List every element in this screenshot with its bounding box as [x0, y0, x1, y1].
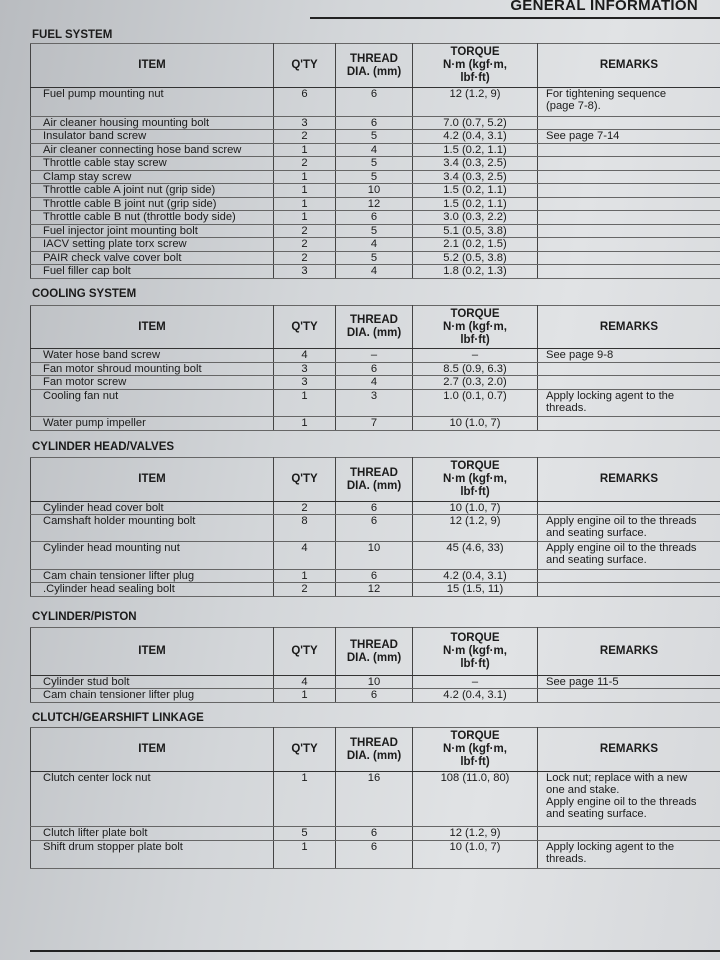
torque-cell: –: [413, 676, 538, 689]
table-row: [31, 502, 720, 515]
col-header-torque-line: lbf·ft): [460, 72, 490, 84]
thread-dia-cell: 7: [336, 417, 413, 431]
torque-cell: 3.0 (0.3, 2.2): [413, 211, 538, 225]
table-row: [31, 363, 720, 376]
thread-dia-cell: 6: [336, 363, 413, 376]
col-header-torque-line: TORQUE: [450, 460, 500, 472]
col-header-torque-line: N·m (kgf·m,: [443, 645, 507, 657]
item-line: Water hose band screw: [43, 349, 161, 361]
table-header-row: [31, 628, 720, 676]
remarks-line: Apply engine oil to the threads: [546, 796, 697, 808]
thread-dia-cell: 3: [336, 390, 413, 417]
thread-dia-cell: 4: [336, 238, 413, 252]
table-row: [31, 390, 720, 417]
thread-dia-cell: 6: [336, 515, 413, 542]
spec-table-cylinder-piston: [30, 627, 720, 703]
col-header-qty: Q'TY: [274, 306, 336, 349]
col-header-thread-line: THREAD: [350, 736, 398, 749]
table-row: [31, 225, 720, 238]
item-cell: [31, 363, 274, 376]
qty-cell: 1: [274, 689, 336, 703]
torque-cell: 12 (1.2, 9): [413, 827, 538, 841]
spec-table-cooling-system: [30, 305, 720, 431]
qty-cell: 2: [274, 157, 336, 171]
qty-cell: 4: [274, 676, 336, 689]
torque-cell: 7.0 (0.7, 5.2): [413, 117, 538, 130]
col-header-remarks: REMARKS: [538, 44, 720, 88]
item-line: Cam chain tensioner lifter plug: [43, 689, 195, 701]
item-cell: [31, 211, 274, 225]
table-row: [31, 676, 720, 689]
item-line: Cylinder head mounting nut: [43, 542, 180, 554]
torque-cell: 10 (1.0, 7): [413, 417, 538, 431]
item-cell: [31, 157, 274, 171]
section-title-cylinder-head-valves: CYLINDER HEAD/VALVES: [32, 441, 175, 453]
torque-cell: 2.1 (0.2, 1.5): [413, 238, 538, 252]
remarks-cell: [538, 570, 720, 583]
thread-dia-cell: 16: [336, 772, 413, 827]
remarks-cell: [538, 198, 720, 211]
qty-cell: 1: [274, 184, 336, 198]
col-header-torque-line: lbf·ft): [460, 486, 490, 498]
torque-cell: 1.5 (0.2, 1.1): [413, 144, 538, 157]
item-line: PAIR check valve cover bolt: [43, 252, 182, 264]
thread-dia-cell: 5: [336, 157, 413, 171]
qty-cell: 2: [274, 502, 336, 515]
item-cell: [31, 515, 274, 542]
item-cell: [31, 570, 274, 583]
col-header-thread: [336, 628, 413, 676]
torque-cell: 108 (11.0, 80): [413, 772, 538, 827]
item-line: .Cylinder head sealing bolt: [43, 583, 175, 595]
col-header-torque-line: N·m (kgf·m,: [443, 59, 507, 71]
item-cell: [31, 265, 274, 279]
remarks-line: For tightening sequence: [546, 88, 667, 100]
remarks-line: See page 11-5: [546, 676, 619, 688]
col-header-thread-line: THREAD: [350, 466, 398, 479]
item-line: Air cleaner housing mounting bolt: [43, 117, 210, 129]
col-header-torque: [413, 306, 538, 349]
remarks-cell: [538, 349, 720, 363]
qty-cell: 1: [274, 198, 336, 211]
remarks-cell: [538, 390, 720, 417]
col-header-torque-line: TORQUE: [450, 730, 500, 742]
table-row: [31, 570, 720, 583]
item-line: Camshaft holder mounting bolt: [43, 515, 196, 527]
item-line: Cooling fan nut: [43, 390, 119, 402]
torque-cell: 5.2 (0.5, 3.8): [413, 252, 538, 265]
thread-dia-cell: 6: [336, 827, 413, 841]
thread-dia-cell: 10: [336, 184, 413, 198]
qty-cell: 2: [274, 252, 336, 265]
qty-cell: 2: [274, 238, 336, 252]
remarks-line: Apply engine oil to the threads: [546, 515, 697, 527]
qty-cell: 3: [274, 265, 336, 279]
item-cell: [31, 841, 274, 869]
item-line: Fan motor shroud mounting bolt: [43, 363, 202, 375]
col-header-item: ITEM: [31, 628, 274, 676]
thread-dia-cell: 4: [336, 265, 413, 279]
thread-dia-cell: 6: [336, 689, 413, 703]
item-line: Clutch lifter plate bolt: [43, 827, 148, 839]
remarks-line: threads.: [546, 853, 587, 865]
torque-cell: 4.2 (0.4, 3.1): [413, 570, 538, 583]
qty-cell: 6: [274, 88, 336, 117]
col-header-qty: Q'TY: [274, 44, 336, 88]
table-header-row: [31, 44, 720, 88]
remarks-line: See page 7-14: [546, 130, 620, 142]
col-header-torque-line: lbf·ft): [460, 658, 490, 670]
table-header-row: [31, 458, 720, 502]
thread-dia-cell: 6: [336, 117, 413, 130]
table-row: [31, 515, 720, 542]
col-header-thread-line: DIA. (mm): [346, 749, 402, 762]
table-row: [31, 772, 720, 827]
torque-cell: 4.2 (0.4, 3.1): [413, 689, 538, 703]
torque-cell: 5.1 (0.5, 3.8): [413, 225, 538, 238]
torque-cell: –: [413, 349, 538, 363]
remarks-line: Apply locking agent to the: [546, 841, 675, 853]
item-line: Throttle cable A joint nut (grip side): [43, 184, 216, 196]
torque-cell: 3.4 (0.3, 2.5): [413, 171, 538, 184]
remarks-cell: [538, 417, 720, 431]
col-header-torque-line: lbf·ft): [460, 756, 490, 768]
item-line: Cylinder stud bolt: [43, 676, 130, 688]
item-line: Throttle cable B joint nut (grip side): [43, 198, 217, 210]
item-line: Cam chain tensioner lifter plug: [43, 570, 195, 582]
col-header-thread: [336, 458, 413, 502]
thread-dia-cell: 5: [336, 225, 413, 238]
page-header-title: GENERAL INFORMATION: [510, 0, 698, 14]
table-row: [31, 827, 720, 841]
item-cell: [31, 676, 274, 689]
table-row: [31, 542, 720, 570]
remarks-cell: [538, 171, 720, 184]
section-title-clutch-gearshift-linkage: CLUTCH/GEARSHIFT LINKAGE: [32, 712, 204, 724]
qty-cell: 1: [274, 772, 336, 827]
section-title-cooling-system: COOLING SYSTEM: [32, 288, 137, 300]
remarks-cell: [538, 211, 720, 225]
qty-cell: 3: [274, 376, 336, 390]
torque-cell: 3.4 (0.3, 2.5): [413, 157, 538, 171]
remarks-cell: [538, 676, 720, 689]
remarks-cell: [538, 252, 720, 265]
qty-cell: 1: [274, 841, 336, 869]
col-header-torque: [413, 458, 538, 502]
table-row: [31, 689, 720, 703]
table-row: [31, 252, 720, 265]
table-row: [31, 417, 720, 431]
item-line: Air cleaner connecting hose band screw: [43, 144, 242, 156]
col-header-thread-line: DIA. (mm): [346, 327, 402, 339]
remarks-cell: [538, 157, 720, 171]
remarks-cell: [538, 184, 720, 198]
remarks-cell: [538, 130, 720, 144]
col-header-qty: Q'TY: [274, 458, 336, 502]
qty-cell: 2: [274, 583, 336, 597]
col-header-remarks: REMARKS: [538, 728, 720, 772]
item-line: Fan motor screw: [43, 376, 127, 388]
item-line: Throttle cable B nut (throttle body side): [43, 211, 236, 223]
thread-dia-cell: 10: [336, 542, 413, 570]
item-line: Fuel injector joint mounting bolt: [43, 225, 198, 237]
col-header-torque-line: lbf·ft): [460, 333, 490, 346]
item-cell: [31, 542, 274, 570]
qty-cell: 1: [274, 570, 336, 583]
remarks-cell: [538, 542, 720, 570]
table-row: [31, 583, 720, 597]
col-header-torque-line: N·m (kgf·m,: [443, 473, 507, 485]
qty-cell: 1: [274, 171, 336, 184]
item-line: Fuel filler cap bolt: [43, 265, 131, 277]
remarks-cell: [538, 841, 720, 869]
remarks-cell: [538, 772, 720, 827]
qty-cell: 1: [274, 417, 336, 431]
section-title-fuel-system: FUEL SYSTEM: [32, 29, 113, 41]
item-cell: [31, 252, 274, 265]
remarks-cell: [538, 238, 720, 252]
col-header-thread-line: THREAD: [350, 638, 398, 651]
table-row: [31, 349, 720, 363]
torque-cell: 10 (1.0, 7): [413, 502, 538, 515]
qty-cell: 3: [274, 363, 336, 376]
col-header-torque-line: N·m (kgf·m,: [443, 320, 507, 333]
header-rule: [310, 17, 720, 19]
thread-dia-cell: 5: [336, 252, 413, 265]
qty-cell: 1: [274, 144, 336, 157]
col-header-qty: Q'TY: [274, 728, 336, 772]
table-row: [31, 88, 720, 117]
item-cell: [31, 117, 274, 130]
remarks-cell: [538, 363, 720, 376]
thread-dia-cell: 10: [336, 676, 413, 689]
col-header-thread: [336, 306, 413, 349]
col-header-qty: Q'TY: [274, 628, 336, 676]
item-cell: [31, 130, 274, 144]
col-header-thread: [336, 44, 413, 88]
remarks-cell: [538, 376, 720, 390]
item-cell: [31, 376, 274, 390]
item-cell: [31, 772, 274, 827]
table-row: [31, 144, 720, 157]
item-line: Clamp stay screw: [43, 171, 132, 183]
qty-cell: 4: [274, 542, 336, 570]
thread-dia-cell: 4: [336, 376, 413, 390]
item-cell: [31, 225, 274, 238]
col-header-torque: [413, 728, 538, 772]
col-header-thread-line: THREAD: [350, 52, 398, 65]
thread-dia-cell: 6: [336, 211, 413, 225]
item-cell: [31, 198, 274, 211]
col-header-thread-line: THREAD: [350, 314, 398, 326]
item-line: Cylinder head cover bolt: [43, 502, 164, 514]
table-header-row: [31, 728, 720, 772]
col-header-item: ITEM: [31, 728, 274, 772]
remarks-cell: [538, 117, 720, 130]
thread-dia-cell: 12: [336, 583, 413, 597]
col-header-torque: [413, 628, 538, 676]
item-cell: [31, 88, 274, 117]
thread-dia-cell: 6: [336, 88, 413, 117]
qty-cell: 1: [274, 211, 336, 225]
item-cell: [31, 349, 274, 363]
remarks-line: Lock nut; replace with a new: [546, 772, 688, 784]
qty-cell: 8: [274, 515, 336, 542]
torque-cell: 45 (4.6, 33): [413, 542, 538, 570]
col-header-torque-line: TORQUE: [450, 632, 500, 644]
remarks-line: Apply locking agent to the: [546, 390, 675, 402]
remarks-cell: [538, 515, 720, 542]
item-cell: [31, 583, 274, 597]
qty-cell: 2: [274, 225, 336, 238]
thread-dia-cell: 5: [336, 171, 413, 184]
thread-dia-cell: 4: [336, 144, 413, 157]
item-cell: [31, 502, 274, 515]
col-header-torque-line: TORQUE: [450, 307, 500, 320]
torque-cell: 1.5 (0.2, 1.1): [413, 198, 538, 211]
item-line: Shift drum stopper plate bolt: [43, 841, 183, 853]
remarks-line: (page 7-8).: [546, 100, 601, 112]
item-cell: [31, 417, 274, 431]
section-title-cylinder-piston: CYLINDER/PISTON: [32, 611, 137, 623]
col-header-torque-line: N·m (kgf·m,: [443, 743, 507, 755]
spec-table-fuel-system: [30, 43, 720, 279]
remarks-line: one and stake.: [546, 784, 620, 796]
remarks-cell: [538, 502, 720, 515]
thread-dia-cell: 5: [336, 130, 413, 144]
qty-cell: 5: [274, 827, 336, 841]
qty-cell: 4: [274, 349, 336, 363]
item-cell: [31, 689, 274, 703]
table-row: [31, 841, 720, 869]
qty-cell: 3: [274, 117, 336, 130]
footer-rule: [30, 950, 720, 952]
table-row: [31, 184, 720, 198]
remarks-line: and seating surface.: [546, 527, 647, 539]
col-header-remarks: REMARKS: [538, 458, 720, 502]
remarks-cell: [538, 689, 720, 703]
col-header-item: ITEM: [31, 306, 274, 349]
torque-cell: 8.5 (0.9, 6.3): [413, 363, 538, 376]
col-header-remarks: REMARKS: [538, 628, 720, 676]
spec-table-clutch-gearshift-linkage: [30, 727, 720, 869]
col-header-remarks: REMARKS: [538, 306, 720, 349]
thread-dia-cell: 6: [336, 570, 413, 583]
torque-cell: 12 (1.2, 9): [413, 515, 538, 542]
table-row: [31, 198, 720, 211]
torque-cell: 1.8 (0.2, 1.3): [413, 265, 538, 279]
item-line: IACV setting plate torx screw: [43, 238, 187, 250]
remarks-line: See page 9-8: [546, 349, 614, 361]
table-row: [31, 376, 720, 390]
item-cell: [31, 171, 274, 184]
torque-cell: 2.7 (0.3, 2.0): [413, 376, 538, 390]
remarks-cell: [538, 583, 720, 597]
col-header-thread: [336, 728, 413, 772]
remarks-line: and seating surface.: [546, 554, 647, 566]
remarks-cell: [538, 265, 720, 279]
thread-dia-cell: 6: [336, 841, 413, 869]
table-header-row: [31, 306, 720, 349]
qty-cell: 1: [274, 390, 336, 417]
table-row: [31, 130, 720, 144]
torque-cell: 15 (1.5, 11): [413, 583, 538, 597]
item-line: Clutch center lock nut: [43, 772, 151, 784]
remarks-line: threads.: [546, 402, 587, 414]
torque-cell: 10 (1.0, 7): [413, 841, 538, 869]
item-line: Fuel pump mounting nut: [43, 88, 164, 100]
thread-dia-cell: 6: [336, 502, 413, 515]
table-row: [31, 265, 720, 279]
remarks-line: and seating surface.: [546, 808, 647, 820]
item-line: Insulator band screw: [43, 130, 147, 142]
torque-cell: 1.5 (0.2, 1.1): [413, 184, 538, 198]
thread-dia-cell: –: [336, 349, 413, 363]
col-header-torque-line: TORQUE: [450, 46, 500, 58]
col-header-thread-line: DIA. (mm): [346, 651, 402, 664]
remarks-line: Apply engine oil to the threads: [546, 542, 697, 554]
item-cell: [31, 184, 274, 198]
item-cell: [31, 238, 274, 252]
table-row: [31, 117, 720, 130]
item-cell: [31, 827, 274, 841]
col-header-item: ITEM: [31, 44, 274, 88]
table-row: [31, 157, 720, 171]
remarks-cell: [538, 88, 720, 117]
torque-cell: 4.2 (0.4, 3.1): [413, 130, 538, 144]
torque-cell: 1.0 (0.1, 0.7): [413, 390, 538, 417]
torque-cell: 12 (1.2, 9): [413, 88, 538, 117]
remarks-cell: [538, 827, 720, 841]
remarks-cell: [538, 225, 720, 238]
spec-table-cylinder-head-valves: [30, 457, 720, 597]
item-cell: [31, 144, 274, 157]
item-line: Water pump impeller: [43, 417, 146, 429]
table-row: [31, 238, 720, 252]
col-header-item: ITEM: [31, 458, 274, 502]
col-header-torque: [413, 44, 538, 88]
table-row: [31, 211, 720, 225]
item-line: Throttle cable stay screw: [43, 157, 167, 169]
qty-cell: 2: [274, 130, 336, 144]
remarks-cell: [538, 144, 720, 157]
col-header-thread-line: DIA. (mm): [346, 479, 402, 492]
table-row: [31, 171, 720, 184]
thread-dia-cell: 12: [336, 198, 413, 211]
col-header-thread-line: DIA. (mm): [346, 65, 402, 78]
item-cell: [31, 390, 274, 417]
